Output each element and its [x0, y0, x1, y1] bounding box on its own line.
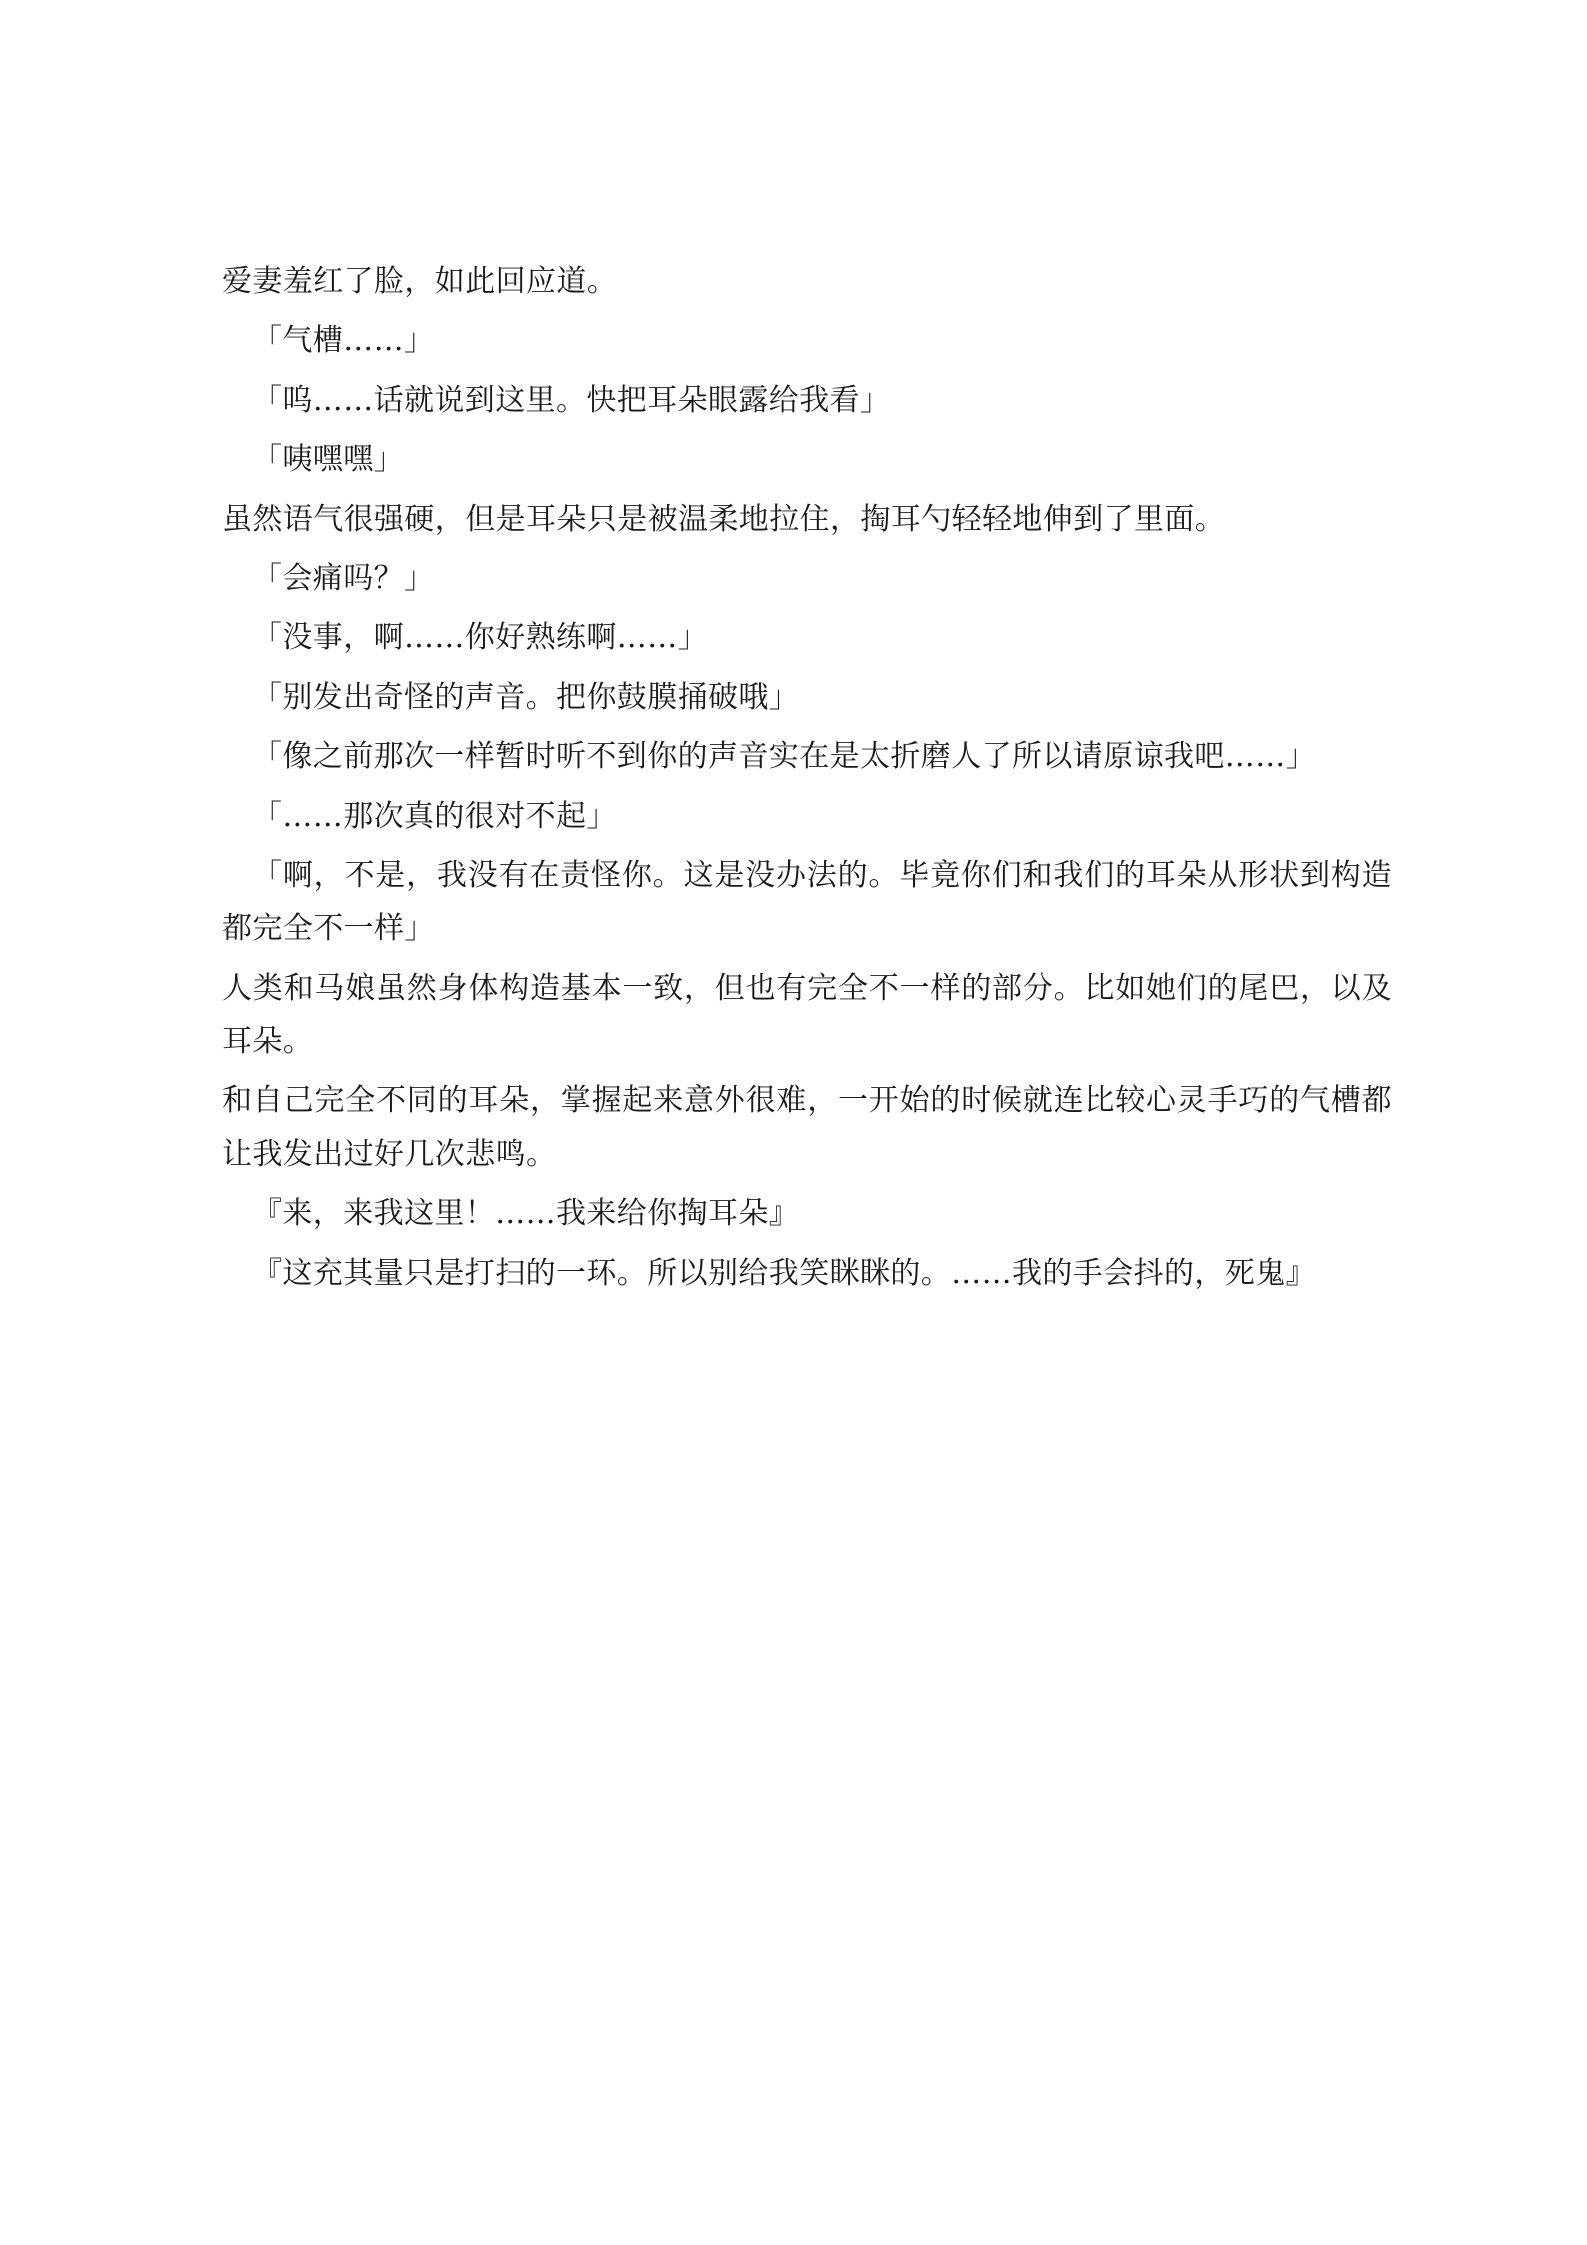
- paragraph: 「啊，不是，我没有在责怪你。这是没办法的。毕竟你们和我们的耳朵从形状到构造都完全不一样」: [222, 857, 1392, 947]
- paragraph: 「没事，啊……你好熟练啊……」: [252, 620, 708, 656]
- paragraph: 「像之前那次一样暂时听不到你的声音实在是太折磨人了所以请原谅我吧……」: [252, 739, 1316, 775]
- paragraph: 「呜……话就说到这里。快把耳朵眼露给我看」: [252, 382, 891, 418]
- document-body: [222, 255, 1392, 1300]
- paragraph: 『来，来我这里！……我来给你掏耳朵』: [252, 1196, 800, 1232]
- paragraph: 和自己完全不同的耳朵，掌握起来意外很难，一开始的时候就连比较心灵手巧的气槽都让我发出过好几次悲鸣。: [222, 1083, 1392, 1172]
- paragraph: 「会痛吗？」: [252, 560, 435, 596]
- paragraph: 『这充其量只是打扫的一环。所以别给我笑眯眯的。……我的手会抖的，死鬼』: [252, 1255, 1316, 1291]
- paragraph: 「气槽……」: [252, 323, 435, 359]
- paragraph: 「咦嘿嘿」: [252, 442, 404, 478]
- paragraph: 虽然语气很强硬，但是耳朵只是被温柔地拉住，掏耳勺轻轻地伸到了里面。: [222, 501, 1226, 537]
- paragraph: 「别发出奇怪的声音。把你鼓膜捅破哦」: [252, 679, 800, 715]
- paragraph: 人类和马娘虽然身体构造基本一致，但也有完全不一样的部分。比如她们的尾巴，以及耳朵。: [222, 970, 1392, 1060]
- paragraph: 爱妻羞红了脸，如此回应道。: [222, 264, 618, 299]
- paragraph: 「……那次真的很对不起」: [252, 798, 617, 834]
